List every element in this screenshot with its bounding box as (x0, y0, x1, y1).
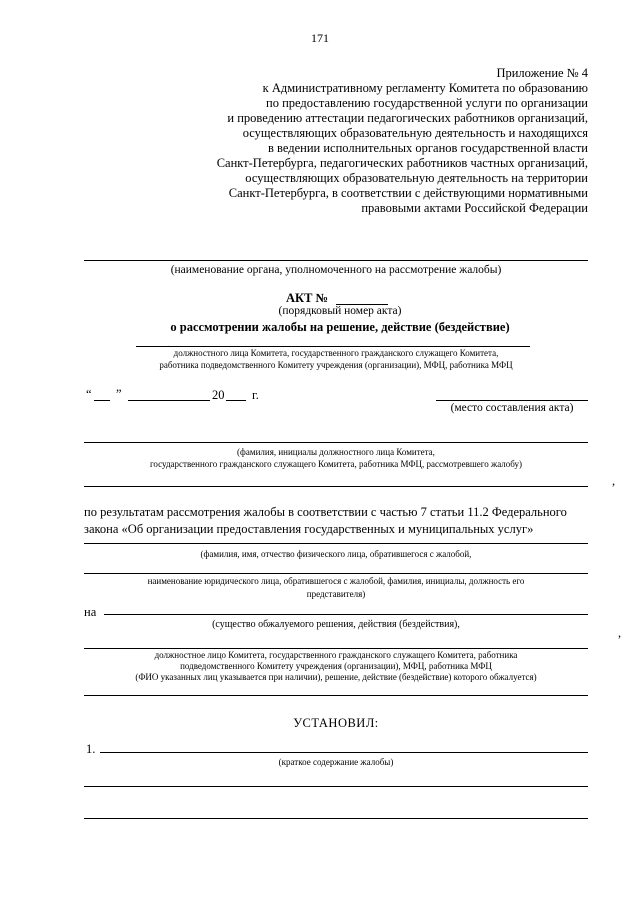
appendix-line: в ведении исполнительных органов государственной власти (268, 141, 588, 155)
appendix-line: правовыми актами Российской Федерации (361, 201, 588, 215)
place-caption: (место составления акта) (450, 402, 574, 414)
appealed-field[interactable] (84, 648, 588, 649)
appendix-line: к Административному регламенту Комитета по образованию (262, 81, 588, 95)
appendix-line: осуществляющих образовательную деятельность и находящихся (242, 126, 588, 140)
date-open-quote: “ (86, 387, 92, 401)
date-year-prefix: 20 (212, 388, 225, 402)
legal-entity-caption: представителя) (306, 589, 366, 599)
established-heading: УСТАНОВИЛ: (293, 716, 379, 730)
item-number: 1. (86, 742, 96, 756)
appendix-line: Санкт-Петербурга, педагогических работников частных организаций, (216, 156, 588, 170)
appealed-caption: (ФИО указанных лиц указывается при наличии), решение, действие (бездействие) которого обжалуется) (135, 672, 537, 682)
appealed-caption: подведомственного Комитету учреждения (организации), МФЦ, работника МФЦ (180, 661, 492, 671)
appendix-line: осуществляющих образовательную деятельность на территории (245, 171, 588, 185)
appendix-line: и проведению аттестации педагогических работников организаций, (227, 111, 588, 125)
summary-field-extra[interactable] (84, 786, 588, 787)
legal-entity-caption: наименование юридического лица, обратившегося с жалобой, фамилия, инициалы, должность его (147, 576, 525, 586)
date-year-suffix: г. (252, 388, 259, 402)
place-field[interactable] (436, 400, 588, 401)
organ-name-field[interactable] (84, 260, 588, 261)
page-number: 171 (311, 31, 329, 45)
appendix-line: Санкт-Петербурга, в соответствии с действующими нормативными (228, 186, 588, 200)
result-text: по результатам рассмотрения жалобы в соответствии с частью 7 статьи 11.2 Федерального (84, 505, 567, 519)
margin-comma: , (618, 626, 622, 640)
appealed-field-extra[interactable] (84, 695, 588, 696)
summary-caption: (краткое содержание жалобы) (278, 757, 394, 767)
appendix-line: по предоставлению государственной услуги по организации (266, 96, 588, 110)
reviewer-field-extra[interactable] (84, 486, 588, 487)
on-label: на (84, 605, 97, 619)
official-caption: должностного лица Комитета, государственного гражданского служащего Комитета, (173, 348, 499, 358)
date-year-field[interactable] (226, 400, 246, 401)
reviewer-caption: государственного гражданского служащего Комитета, работника МФЦ, рассмотревшего жалобу) (149, 459, 523, 469)
summary-field-extra[interactable] (84, 818, 588, 819)
essence-field[interactable] (104, 614, 588, 615)
official-field[interactable] (136, 346, 530, 347)
essence-caption: (существо обжалуемого решения, действия (бездействия), (212, 619, 460, 630)
margin-comma: , (612, 474, 616, 488)
official-caption: работника подведомственного Комитету учреждения (организации), МФЦ, работника МФЦ (159, 360, 513, 370)
legal-entity-field[interactable] (84, 573, 588, 574)
date-day-field[interactable] (94, 400, 110, 401)
applicant-field[interactable] (84, 543, 588, 544)
reviewer-field[interactable] (84, 442, 588, 443)
reviewer-caption: (фамилия, инициалы должностного лица Комитета, (237, 447, 435, 457)
date-month-field[interactable] (128, 400, 210, 401)
applicant-caption: (фамилия, имя, отчество физического лица, обратившегося с жалобой, (200, 549, 472, 559)
act-label: АКТ № (286, 291, 329, 305)
appendix-title: Приложение № 4 (496, 66, 588, 80)
result-text: закона «Об организации предоставления государственных и муниципальных услуг» (84, 522, 534, 536)
organ-caption: (наименование органа, уполномоченного на рассмотрение жалобы) (170, 264, 502, 276)
act-subject: о рассмотрении жалобы на решение, действие (бездействие) (170, 320, 510, 334)
summary-field[interactable] (100, 752, 588, 753)
date-close-quote: ” (116, 387, 122, 401)
appendix-header (217, 66, 588, 216)
appealed-caption: должностное лицо Комитета, государственного гражданского служащего Комитета, работника (154, 650, 518, 660)
act-number-caption: (порядковый номер акта) (278, 305, 402, 317)
